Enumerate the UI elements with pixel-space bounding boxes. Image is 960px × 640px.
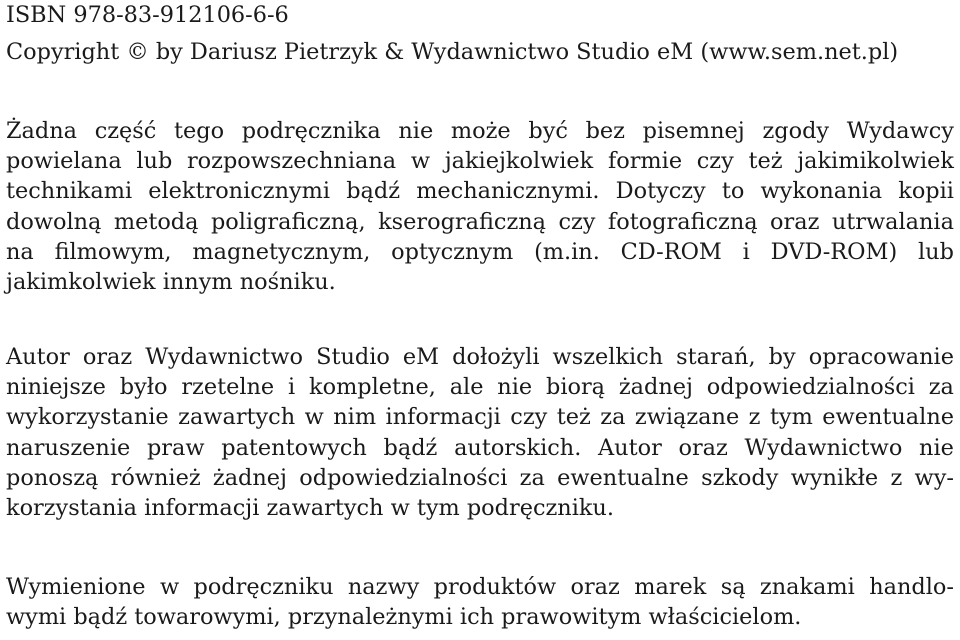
word: wykonania bbox=[760, 178, 883, 205]
word: i bbox=[288, 374, 296, 401]
word: za bbox=[519, 464, 545, 491]
word: eM bbox=[402, 344, 440, 370]
word: za bbox=[928, 374, 954, 401]
word: (m.in. bbox=[534, 238, 600, 265]
paragraph-line bbox=[6, 342, 954, 372]
word: na bbox=[6, 238, 34, 265]
word: odpowiedzialności bbox=[706, 374, 915, 401]
word: kompletne, bbox=[309, 374, 436, 401]
liability-disclaimer-paragraph bbox=[6, 342, 954, 523]
word: autorskich. bbox=[454, 434, 582, 461]
word: ewentualne bbox=[557, 464, 689, 491]
word: biorą bbox=[545, 374, 606, 401]
word: i bbox=[742, 238, 750, 265]
word: rozpowszechniana bbox=[186, 148, 397, 175]
word: bądź bbox=[346, 178, 401, 205]
word: handlo- bbox=[869, 574, 954, 600]
word: wszelkich bbox=[552, 344, 664, 370]
word: mechanicznymi. bbox=[416, 178, 600, 205]
word: marek bbox=[634, 574, 707, 600]
paragraph-line bbox=[6, 572, 954, 602]
word: dowolną bbox=[6, 208, 102, 235]
word: Wydawcy bbox=[846, 118, 954, 144]
word: czy bbox=[696, 148, 734, 175]
word: naruszenie bbox=[6, 434, 131, 461]
word: żadnej bbox=[212, 464, 287, 491]
word: dołożyli bbox=[452, 344, 540, 370]
word: podręcznika bbox=[241, 118, 381, 144]
word: czy bbox=[558, 208, 596, 235]
word: by bbox=[768, 344, 796, 370]
word: też bbox=[556, 404, 591, 431]
paragraph-line bbox=[6, 402, 954, 432]
paragraph-line bbox=[6, 372, 954, 402]
word: w bbox=[304, 404, 324, 431]
word: niniejsze bbox=[6, 374, 106, 401]
word: oraz bbox=[678, 434, 728, 461]
paragraph-line bbox=[6, 176, 954, 206]
word: fotograficzną bbox=[607, 208, 758, 235]
isbn-line: ISBN 978-83-912106-6-6 bbox=[6, 2, 289, 28]
paragraph-line bbox=[6, 463, 954, 493]
paragraph-line bbox=[6, 116, 954, 146]
word: nim bbox=[333, 404, 377, 431]
word: CD-ROM bbox=[620, 238, 722, 265]
word: Wymienione bbox=[6, 574, 146, 600]
word: Wydawnictwo bbox=[744, 434, 903, 461]
word: powielana bbox=[6, 148, 122, 175]
paragraph-line bbox=[6, 207, 954, 237]
word: patentowych bbox=[221, 434, 367, 461]
word: być bbox=[528, 118, 568, 144]
word: kserograficzną bbox=[378, 208, 547, 235]
paragraph-line: jakimkolwiek innym nośniku. bbox=[6, 269, 336, 296]
word: tego bbox=[174, 118, 225, 144]
word: informacji bbox=[385, 404, 501, 431]
trademark-notice-paragraph bbox=[6, 572, 954, 632]
word: starań, bbox=[676, 344, 756, 370]
word: ponoszą bbox=[6, 464, 99, 491]
word: odpowiedzialności bbox=[299, 464, 508, 491]
word: z bbox=[748, 404, 761, 431]
word: Dotyczy bbox=[615, 178, 706, 205]
word: poligraficzną, bbox=[210, 208, 366, 235]
word: Żadna bbox=[6, 118, 78, 144]
word: zgody bbox=[762, 118, 830, 144]
word: oraz bbox=[770, 208, 820, 235]
paragraph-line: wymi bądź towarowymi, przynależnymi ich prawowitym właścicielom. bbox=[6, 604, 802, 631]
word: Autor bbox=[6, 344, 70, 370]
word: optycznym bbox=[391, 238, 514, 265]
paragraph-line bbox=[6, 237, 954, 267]
word: zawartych bbox=[178, 404, 296, 431]
word: ewentualne bbox=[822, 404, 954, 431]
word: Studio bbox=[316, 344, 390, 370]
paragraph-line: korzystania informacji zawartych w tym podręczniku. bbox=[6, 495, 614, 522]
word: oraz bbox=[82, 344, 133, 370]
word: formie bbox=[607, 148, 683, 175]
word: bądź bbox=[383, 434, 438, 461]
word: oraz bbox=[570, 574, 620, 600]
word: szkody bbox=[701, 464, 779, 491]
word: Wydawnictwo bbox=[145, 344, 304, 370]
word: w bbox=[159, 574, 180, 600]
word: nie bbox=[919, 434, 954, 461]
copyright-line: Copyright © by Dariusz Pietrzyk & Wydawnictwo Studio eM (www.sem.net.pl) bbox=[6, 39, 899, 65]
word: rzetelne bbox=[181, 374, 275, 401]
word: utrwalania bbox=[831, 208, 954, 235]
paragraph-line bbox=[6, 433, 954, 463]
word: część bbox=[94, 118, 157, 144]
word: bez bbox=[585, 118, 625, 144]
word: nie bbox=[497, 374, 533, 401]
word: nazwy bbox=[347, 574, 420, 600]
word: również bbox=[110, 464, 201, 491]
word: związane bbox=[634, 404, 740, 431]
word: produktów bbox=[433, 574, 557, 600]
word: praw bbox=[146, 434, 205, 461]
word: lub bbox=[136, 148, 173, 175]
word: lub bbox=[917, 238, 954, 265]
word: też bbox=[748, 148, 783, 175]
word: wynikłe bbox=[790, 464, 879, 491]
word: czy bbox=[510, 404, 548, 431]
word: wy- bbox=[914, 464, 954, 491]
word: elektronicznymi bbox=[148, 178, 331, 205]
word: z bbox=[890, 464, 903, 491]
word: znakami bbox=[759, 574, 855, 600]
word: kopii bbox=[898, 178, 954, 205]
word: to bbox=[721, 178, 745, 205]
word: podręczniku bbox=[193, 574, 334, 600]
word: może bbox=[450, 118, 511, 144]
word: w bbox=[410, 148, 430, 175]
word: ale bbox=[449, 374, 484, 401]
word: wykorzystanie bbox=[6, 404, 169, 431]
word: magnetycznym, bbox=[192, 238, 371, 265]
word: Autor bbox=[598, 434, 662, 461]
word: jakimikolwiek bbox=[797, 148, 954, 175]
word: nie bbox=[398, 118, 434, 144]
word: za bbox=[600, 404, 626, 431]
paragraph-line bbox=[6, 146, 954, 176]
word: opracowanie bbox=[808, 344, 954, 370]
word: tym bbox=[769, 404, 813, 431]
reproduction-notice-paragraph bbox=[6, 116, 954, 297]
word: DVD-ROM) bbox=[770, 238, 898, 265]
word: było bbox=[119, 374, 168, 401]
word: metodą bbox=[113, 208, 199, 235]
word: filmowym, bbox=[54, 238, 172, 265]
word: pisemnej bbox=[642, 118, 745, 144]
word: żadnej bbox=[618, 374, 693, 401]
word: są bbox=[720, 574, 746, 600]
word: technikami bbox=[6, 178, 133, 205]
word: jakiejkolwiek bbox=[444, 148, 594, 175]
